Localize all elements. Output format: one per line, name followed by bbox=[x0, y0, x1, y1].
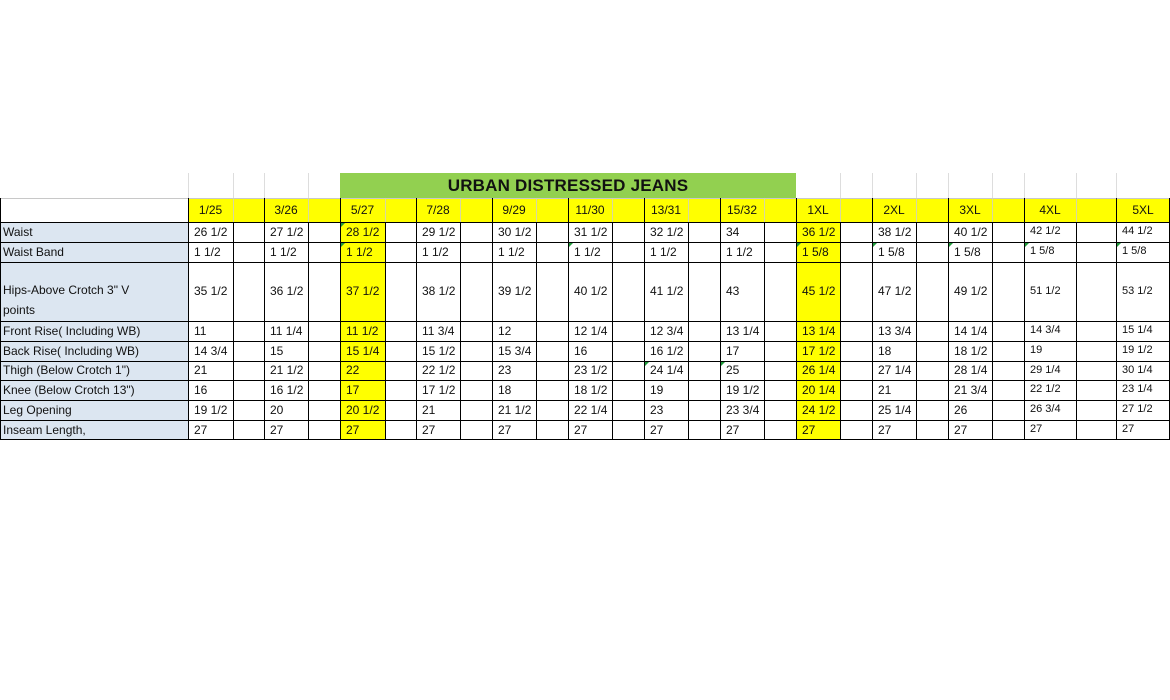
grid-line-h bbox=[0, 439, 1170, 440]
table-cell: 16 bbox=[194, 382, 208, 397]
table-cell: 12 1/4 bbox=[574, 323, 608, 338]
table-cell: 20 1/2 bbox=[346, 402, 380, 417]
table-cell: 21 bbox=[194, 363, 208, 378]
table-cell: 21 3/4 bbox=[954, 382, 988, 397]
grid-line-v-faint bbox=[992, 198, 993, 222]
grid-line-v-faint bbox=[1024, 173, 1025, 198]
table-cell: 1 5/8 bbox=[948, 242, 992, 262]
table-cell: 27 bbox=[194, 422, 208, 437]
table-cell: 21 bbox=[878, 382, 892, 397]
table-cell: 19 1/2 bbox=[726, 382, 760, 397]
table-cell: 36 1/2 bbox=[802, 224, 836, 239]
grid-line-v bbox=[385, 222, 386, 440]
grid-line-v bbox=[340, 198, 341, 440]
table-cell: 26 3/4 bbox=[1030, 403, 1061, 416]
table-cell: 1 5/8 bbox=[872, 242, 916, 262]
table-cell: 29 1/4 bbox=[1030, 363, 1061, 376]
grid-line-v bbox=[188, 198, 189, 440]
table-cell: 22 1/2 bbox=[422, 363, 456, 378]
row-label: Inseam Length, bbox=[0, 420, 188, 440]
table-cell: 19 bbox=[1030, 344, 1043, 357]
grid-line-v-faint bbox=[460, 198, 461, 222]
size-header-1-25: 1/25 bbox=[198, 202, 223, 217]
grid-line-v bbox=[840, 222, 841, 440]
table-cell: 17 1/2 bbox=[422, 382, 456, 397]
table-cell: 16 1/2 bbox=[650, 343, 684, 358]
grid-line-v bbox=[1076, 222, 1077, 440]
table-cell: 27 bbox=[650, 422, 664, 437]
table-cell: 36 1/2 bbox=[270, 284, 304, 299]
table-cell: 11 bbox=[194, 323, 207, 338]
grid-line-v-faint bbox=[916, 198, 917, 222]
table-cell: 13 1/4 bbox=[726, 323, 760, 338]
table-cell: 27 bbox=[422, 422, 436, 437]
size-header-7-28: 7/28 bbox=[426, 202, 450, 217]
table-cell: 20 bbox=[270, 402, 284, 417]
table-cell: 27 bbox=[1122, 423, 1135, 436]
table-cell: 35 1/2 bbox=[194, 284, 228, 299]
table-cell: 17 1/2 bbox=[802, 343, 836, 358]
row-label: Waist bbox=[0, 222, 188, 242]
table-cell: 1 1/2 bbox=[498, 244, 525, 259]
table-cell: 14 3/4 bbox=[194, 343, 228, 358]
table-cell: 20 1/4 bbox=[802, 382, 836, 397]
table-cell: 19 1/2 bbox=[194, 402, 228, 417]
table-cell: 1 1/2 bbox=[650, 244, 677, 259]
table-cell: 22 bbox=[346, 363, 360, 378]
size-header-1xl: 1XL bbox=[807, 202, 829, 217]
table-cell: 11 1/2 bbox=[346, 323, 379, 338]
grid-line-h bbox=[0, 242, 1170, 243]
grid-line-h bbox=[0, 420, 1170, 421]
table-cell: 18 1/2 bbox=[574, 382, 608, 397]
table-cell: 24 1/2 bbox=[802, 402, 836, 417]
size-header-5-27: 5/27 bbox=[350, 202, 375, 217]
table-cell: 1 5/8 bbox=[796, 242, 840, 262]
grid-line-v bbox=[720, 198, 721, 440]
table-cell: 16 1/2 bbox=[270, 382, 304, 397]
table-cell: 25 1/4 bbox=[878, 402, 912, 417]
grid-line-h bbox=[0, 262, 1170, 263]
grid-line-v-faint bbox=[992, 173, 993, 198]
table-cell: 34 bbox=[726, 224, 740, 239]
table-cell: 13 3/4 bbox=[878, 323, 912, 338]
table-cell: 26 1/2 bbox=[194, 224, 228, 239]
grid-line-h bbox=[0, 380, 1170, 381]
table-cell: 1 1/2 bbox=[568, 242, 612, 262]
grid-line-v bbox=[460, 222, 461, 440]
table-cell: 1 1/2 bbox=[726, 244, 753, 259]
grid-line-h bbox=[0, 321, 1170, 322]
grid-line-v bbox=[688, 222, 689, 440]
table-cell: 11 1/4 bbox=[270, 323, 303, 338]
table-cell: 15 3/4 bbox=[498, 343, 532, 358]
table-cell: 28 1/2 bbox=[340, 222, 385, 242]
table-cell: 27 bbox=[954, 422, 968, 437]
table-cell: 14 3/4 bbox=[1030, 324, 1061, 337]
table-cell: 43 bbox=[726, 284, 740, 299]
table-cell: 1 5/8 bbox=[1116, 242, 1170, 262]
table-cell: 28 1/4 bbox=[954, 363, 988, 378]
table-cell: 25 bbox=[720, 361, 764, 380]
table-cell: 37 1/2 bbox=[346, 284, 380, 299]
row-label: Leg Opening bbox=[0, 400, 188, 420]
table-cell: 27 bbox=[878, 422, 892, 437]
table-cell: 44 1/2 bbox=[1122, 225, 1153, 238]
table-cell: 23 3/4 bbox=[726, 402, 760, 417]
table-cell: 27 bbox=[802, 422, 816, 437]
grid-line-h bbox=[0, 400, 1170, 401]
table-cell: 19 bbox=[650, 382, 664, 397]
grid-line-v-faint bbox=[916, 173, 917, 198]
table-cell: 27 1/2 bbox=[1122, 403, 1153, 416]
sheet-title: URBAN DISTRESSED JEANS bbox=[340, 173, 796, 198]
table-cell: 15 1/4 bbox=[1122, 324, 1153, 337]
table-cell: 30 1/4 bbox=[1122, 363, 1153, 376]
table-cell: 29 1/2 bbox=[422, 224, 456, 239]
table-cell: 21 bbox=[422, 402, 436, 417]
table-cell: 40 1/2 bbox=[954, 224, 988, 239]
row-label: Back Rise( Including WB) bbox=[0, 341, 188, 361]
table-cell: 11 3/4 bbox=[422, 323, 455, 338]
table-cell: 45 1/2 bbox=[802, 284, 836, 299]
size-header-4xl: 4XL bbox=[1039, 202, 1061, 217]
grid-line-h bbox=[0, 341, 1170, 342]
grid-line-v bbox=[764, 222, 765, 440]
table-cell: 19 1/2 bbox=[1122, 344, 1153, 357]
grid-line-v-faint bbox=[612, 198, 613, 222]
grid-line-v bbox=[492, 198, 493, 440]
table-cell: 1 1/2 bbox=[340, 242, 385, 262]
table-cell: 17 bbox=[346, 382, 360, 397]
row-label: Waist Band bbox=[0, 242, 188, 262]
grid-line-v-faint bbox=[1076, 198, 1077, 222]
table-cell: 18 1/2 bbox=[954, 343, 988, 358]
grid-line-v bbox=[612, 222, 613, 440]
table-cell: 53 1/2 bbox=[1122, 284, 1153, 297]
grid-line-v-faint bbox=[188, 173, 189, 198]
grid-line-v bbox=[233, 222, 234, 440]
grid-line-v-faint bbox=[308, 198, 309, 222]
table-cell: 49 1/2 bbox=[954, 284, 988, 299]
table-cell: 17 bbox=[726, 343, 740, 358]
table-cell: 23 1/4 bbox=[1122, 383, 1153, 396]
grid-line-v bbox=[308, 222, 309, 440]
table-cell: 27 bbox=[498, 422, 512, 437]
table-cell: 12 bbox=[498, 323, 512, 338]
grid-line-v-faint bbox=[872, 173, 873, 198]
table-cell: 1 1/2 bbox=[194, 244, 221, 259]
grid-line-v bbox=[1024, 198, 1025, 440]
grid-line-v bbox=[264, 198, 265, 440]
table-cell: 27 1/2 bbox=[270, 224, 304, 239]
table-cell: 16 bbox=[574, 343, 588, 358]
table-cell: 31 1/2 bbox=[574, 224, 608, 239]
table-cell: 1 1/2 bbox=[422, 244, 449, 259]
table-cell: 27 1/4 bbox=[878, 363, 912, 378]
grid-line-v bbox=[948, 198, 949, 440]
grid-line-v-faint bbox=[948, 173, 949, 198]
table-cell: 47 1/2 bbox=[878, 284, 912, 299]
table-cell: 32 1/2 bbox=[650, 224, 684, 239]
table-cell: 1 1/2 bbox=[270, 244, 297, 259]
table-cell: 41 1/2 bbox=[650, 284, 684, 299]
grid-line-v-faint bbox=[688, 198, 689, 222]
size-header-2xl: 2XL bbox=[883, 202, 905, 217]
size-header-5xl: 5XL bbox=[1132, 202, 1154, 217]
table-cell: 26 1/4 bbox=[802, 363, 836, 378]
table-cell: 26 bbox=[954, 402, 968, 417]
grid-line-v bbox=[992, 222, 993, 440]
grid-line-v-faint bbox=[536, 198, 537, 222]
grid-line-v bbox=[0, 198, 1, 440]
table-cell: 1 5/8 bbox=[1024, 242, 1076, 262]
grid-line-v bbox=[1116, 198, 1117, 440]
table-cell: 24 1/4 bbox=[644, 361, 688, 380]
table-cell: 21 1/2 bbox=[498, 402, 532, 417]
table-cell: 27 bbox=[346, 422, 360, 437]
table-cell: 12 3/4 bbox=[650, 323, 684, 338]
grid-line-v bbox=[916, 222, 917, 440]
table-cell: 15 1/2 bbox=[422, 343, 456, 358]
table-cell: 38 1/2 bbox=[422, 284, 456, 299]
grid-line-h bbox=[0, 198, 1170, 199]
grid-line-v-faint bbox=[264, 173, 265, 198]
grid-line-v-faint bbox=[233, 173, 234, 198]
grid-line-v-faint bbox=[1116, 173, 1117, 198]
table-cell: 14 1/4 bbox=[954, 323, 988, 338]
table-cell: 30 1/2 bbox=[498, 224, 532, 239]
table-cell: 40 1/2 bbox=[574, 284, 608, 299]
table-cell: 23 bbox=[650, 402, 664, 417]
size-header-13-31: 13/31 bbox=[650, 202, 682, 217]
grid-line-v-faint bbox=[764, 198, 765, 222]
row-label: Hips-Above Crotch 3" V points bbox=[0, 262, 188, 321]
table-cell: 42 1/2 bbox=[1030, 225, 1061, 238]
grid-line-v-faint bbox=[308, 173, 309, 198]
grid-line-v-faint bbox=[233, 198, 234, 222]
table-cell: 15 1/4 bbox=[346, 343, 380, 358]
grid-line-v bbox=[416, 198, 417, 440]
table-cell: 27 bbox=[270, 422, 284, 437]
grid-line-h bbox=[0, 222, 1170, 223]
row-label: Thigh (Below Crotch 1") bbox=[0, 361, 188, 380]
table-cell: 27 bbox=[1030, 423, 1043, 436]
grid-line-v bbox=[796, 198, 797, 440]
size-header-11-30: 11/30 bbox=[575, 202, 605, 217]
size-header-3-26: 3/26 bbox=[274, 202, 298, 217]
table-cell: 27 bbox=[574, 422, 588, 437]
table-cell: 39 1/2 bbox=[498, 284, 532, 299]
table-cell: 18 bbox=[878, 343, 892, 358]
table-cell: 38 1/2 bbox=[878, 224, 912, 239]
label-header-cell bbox=[0, 198, 188, 222]
grid-line-v bbox=[872, 198, 873, 440]
grid-line-v-faint bbox=[1076, 173, 1077, 198]
size-header-15-32: 15/32 bbox=[726, 202, 758, 217]
size-chart-sheet bbox=[0, 173, 1170, 440]
grid-line-v-faint bbox=[840, 173, 841, 198]
grid-line-v bbox=[568, 198, 569, 440]
table-cell: 15 bbox=[270, 343, 284, 358]
grid-line-v bbox=[644, 198, 645, 440]
table-cell: 18 bbox=[498, 382, 512, 397]
table-cell: 22 1/4 bbox=[574, 402, 608, 417]
table-cell: 27 bbox=[726, 422, 740, 437]
table-cell: 22 1/2 bbox=[1030, 383, 1061, 396]
table-cell: 23 bbox=[498, 363, 512, 378]
table-cell: 21 1/2 bbox=[270, 363, 304, 378]
size-header-3xl: 3XL bbox=[959, 202, 981, 217]
grid-line-v-faint bbox=[840, 198, 841, 222]
table-cell: 13 1/4 bbox=[802, 323, 836, 338]
grid-line-h bbox=[0, 361, 1170, 362]
table-cell: 23 1/2 bbox=[574, 363, 608, 378]
table-cell: 51 1/2 bbox=[1030, 284, 1061, 297]
grid-line-v bbox=[536, 222, 537, 440]
grid-line-v-faint bbox=[385, 198, 386, 222]
row-label: Knee (Below Crotch 13") bbox=[0, 380, 188, 400]
row-label: Front Rise( Including WB) bbox=[0, 321, 188, 341]
size-header-9-29: 9/29 bbox=[502, 202, 526, 217]
